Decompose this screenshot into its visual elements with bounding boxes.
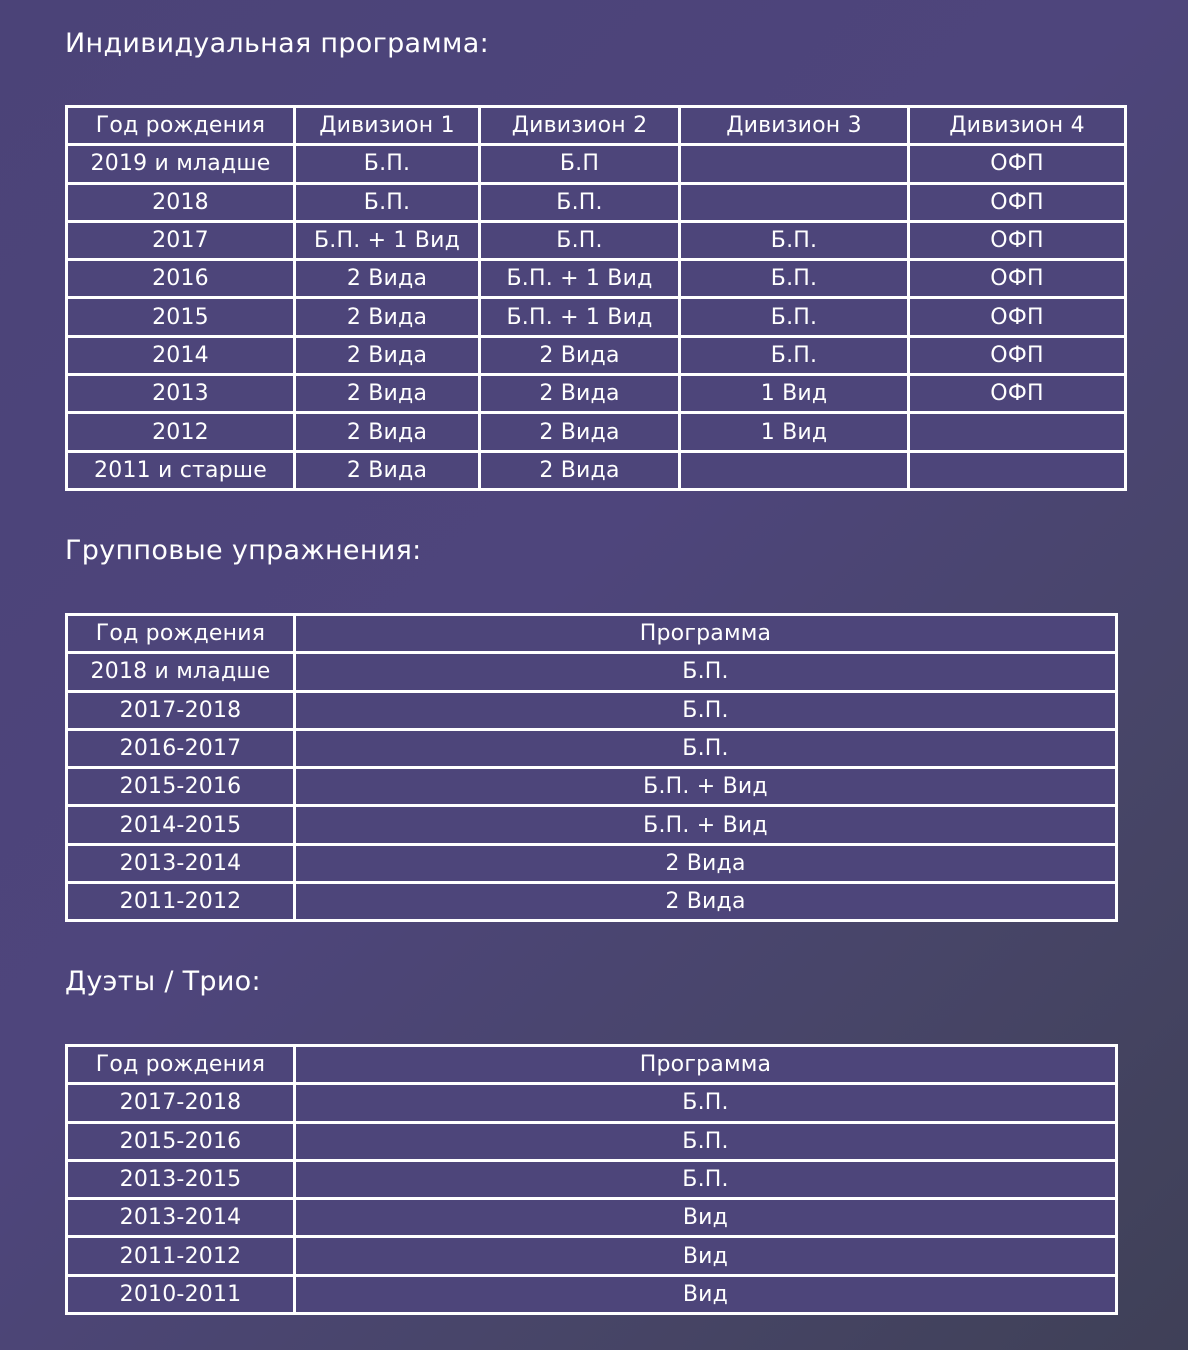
- cell-division-1: Б.П. + 1 Вид: [296, 223, 478, 258]
- cell-birth-year: 2010-2011: [68, 1277, 293, 1312]
- table-header-row: [68, 1047, 1115, 1082]
- cell-division-4: ОФП: [910, 299, 1124, 334]
- cell-birth-year: 2011-2012: [68, 1238, 293, 1273]
- table-row: [68, 146, 1124, 181]
- column-header-division-2: Дивизион 2: [481, 108, 678, 143]
- cell-program: Б.П.: [296, 1124, 1115, 1159]
- column-header-birth-year: Год рождения: [68, 1047, 293, 1082]
- table-row: [68, 693, 1115, 728]
- cell-program: Вид: [296, 1238, 1115, 1273]
- table-row: [68, 1277, 1115, 1312]
- cell-program: Б.П.: [296, 654, 1115, 689]
- cell-division-4: ОФП: [910, 376, 1124, 411]
- column-header-program: Программа: [296, 616, 1115, 651]
- duets-trios-table: [65, 1044, 1118, 1315]
- table-row: [68, 846, 1115, 881]
- cell-division-3: [681, 453, 907, 488]
- column-header-division-3: Дивизион 3: [681, 108, 907, 143]
- cell-division-2: Б.П.: [481, 185, 678, 220]
- individual-program-table: [65, 105, 1127, 491]
- cell-birth-year: 2013-2014: [68, 846, 293, 881]
- cell-birth-year: 2015: [68, 299, 293, 334]
- table-row: [68, 223, 1124, 258]
- cell-division-2: 2 Вида: [481, 376, 678, 411]
- cell-program: Вид: [296, 1200, 1115, 1235]
- cell-birth-year: 2013-2015: [68, 1162, 293, 1197]
- cell-birth-year: 2011-2012: [68, 884, 293, 919]
- table-row: [68, 185, 1124, 220]
- table-row: [68, 376, 1124, 411]
- group-exercises-title: Групповые упражнения:: [65, 535, 422, 566]
- cell-birth-year: 2015-2016: [68, 1124, 293, 1159]
- column-header-division-4: Дивизион 4: [910, 108, 1124, 143]
- table-header-row: [68, 616, 1115, 651]
- cell-division-2: 2 Вида: [481, 414, 678, 449]
- cell-birth-year: 2017: [68, 223, 293, 258]
- cell-birth-year: 2018: [68, 185, 293, 220]
- table-row: [68, 261, 1124, 296]
- cell-division-3: 1 Вид: [681, 414, 907, 449]
- cell-division-4: ОФП: [910, 261, 1124, 296]
- cell-division-1: Б.П.: [296, 146, 478, 181]
- cell-program: Б.П.: [296, 1085, 1115, 1120]
- cell-division-3: Б.П.: [681, 299, 907, 334]
- column-header-birth-year: Год рождения: [68, 616, 293, 651]
- cell-division-2: Б.П.: [481, 223, 678, 258]
- cell-division-4: [910, 453, 1124, 488]
- cell-division-1: 2 Вида: [296, 299, 478, 334]
- cell-program: 2 Вида: [296, 846, 1115, 881]
- cell-division-3: [681, 185, 907, 220]
- cell-division-3: 1 Вид: [681, 376, 907, 411]
- cell-division-2: Б.П. + 1 Вид: [481, 299, 678, 334]
- cell-division-1: 2 Вида: [296, 261, 478, 296]
- cell-program: Б.П.: [296, 693, 1115, 728]
- cell-division-1: 2 Вида: [296, 453, 478, 488]
- cell-division-1: Б.П.: [296, 185, 478, 220]
- cell-division-2: Б.П: [481, 146, 678, 181]
- cell-program: Б.П. + Вид: [296, 807, 1115, 842]
- table-row: [68, 299, 1124, 334]
- cell-birth-year: 2019 и младше: [68, 146, 293, 181]
- table-row: [68, 884, 1115, 919]
- cell-birth-year: 2011 и старше: [68, 453, 293, 488]
- cell-birth-year: 2013: [68, 376, 293, 411]
- table-row: [68, 807, 1115, 842]
- cell-division-1: 2 Вида: [296, 376, 478, 411]
- cell-birth-year: 2016-2017: [68, 731, 293, 766]
- cell-program: Б.П.: [296, 1162, 1115, 1197]
- table-row: [68, 414, 1124, 449]
- table-row: [68, 338, 1124, 373]
- cell-birth-year: 2014: [68, 338, 293, 373]
- table-row: [68, 654, 1115, 689]
- cell-birth-year: 2016: [68, 261, 293, 296]
- individual-program-title: Индивидуальная программа:: [65, 28, 489, 59]
- cell-birth-year: 2013-2014: [68, 1200, 293, 1235]
- table-row: [68, 731, 1115, 766]
- cell-division-4: ОФП: [910, 338, 1124, 373]
- cell-program: 2 Вида: [296, 884, 1115, 919]
- cell-division-1: 2 Вида: [296, 414, 478, 449]
- cell-division-3: Б.П.: [681, 261, 907, 296]
- table-row: [68, 769, 1115, 804]
- table-row: [68, 1162, 1115, 1197]
- cell-program: Вид: [296, 1277, 1115, 1312]
- table-row: [68, 1124, 1115, 1159]
- cell-division-1: 2 Вида: [296, 338, 478, 373]
- cell-birth-year: 2018 и младше: [68, 654, 293, 689]
- cell-birth-year: 2017-2018: [68, 1085, 293, 1120]
- table-row: [68, 1200, 1115, 1235]
- cell-division-4: ОФП: [910, 223, 1124, 258]
- table-row: [68, 1085, 1115, 1120]
- column-header-division-1: Дивизион 1: [296, 108, 478, 143]
- cell-program: Б.П. + Вид: [296, 769, 1115, 804]
- cell-birth-year: 2015-2016: [68, 769, 293, 804]
- column-header-program: Программа: [296, 1047, 1115, 1082]
- cell-birth-year: 2014-2015: [68, 807, 293, 842]
- table-row: [68, 453, 1124, 488]
- duets-trios-title: Дуэты / Трио:: [65, 966, 261, 997]
- table-header-row: [68, 108, 1124, 143]
- cell-division-2: 2 Вида: [481, 338, 678, 373]
- cell-program: Б.П.: [296, 731, 1115, 766]
- cell-birth-year: 2012: [68, 414, 293, 449]
- group-exercises-table: [65, 613, 1118, 922]
- cell-division-3: Б.П.: [681, 338, 907, 373]
- cell-division-4: [910, 414, 1124, 449]
- cell-division-4: ОФП: [910, 185, 1124, 220]
- column-header-birth-year: Год рождения: [68, 108, 293, 143]
- cell-division-3: Б.П.: [681, 223, 907, 258]
- cell-division-3: [681, 146, 907, 181]
- cell-division-4: ОФП: [910, 146, 1124, 181]
- cell-division-2: 2 Вида: [481, 453, 678, 488]
- cell-division-2: Б.П. + 1 Вид: [481, 261, 678, 296]
- cell-birth-year: 2017-2018: [68, 693, 293, 728]
- table-row: [68, 1238, 1115, 1273]
